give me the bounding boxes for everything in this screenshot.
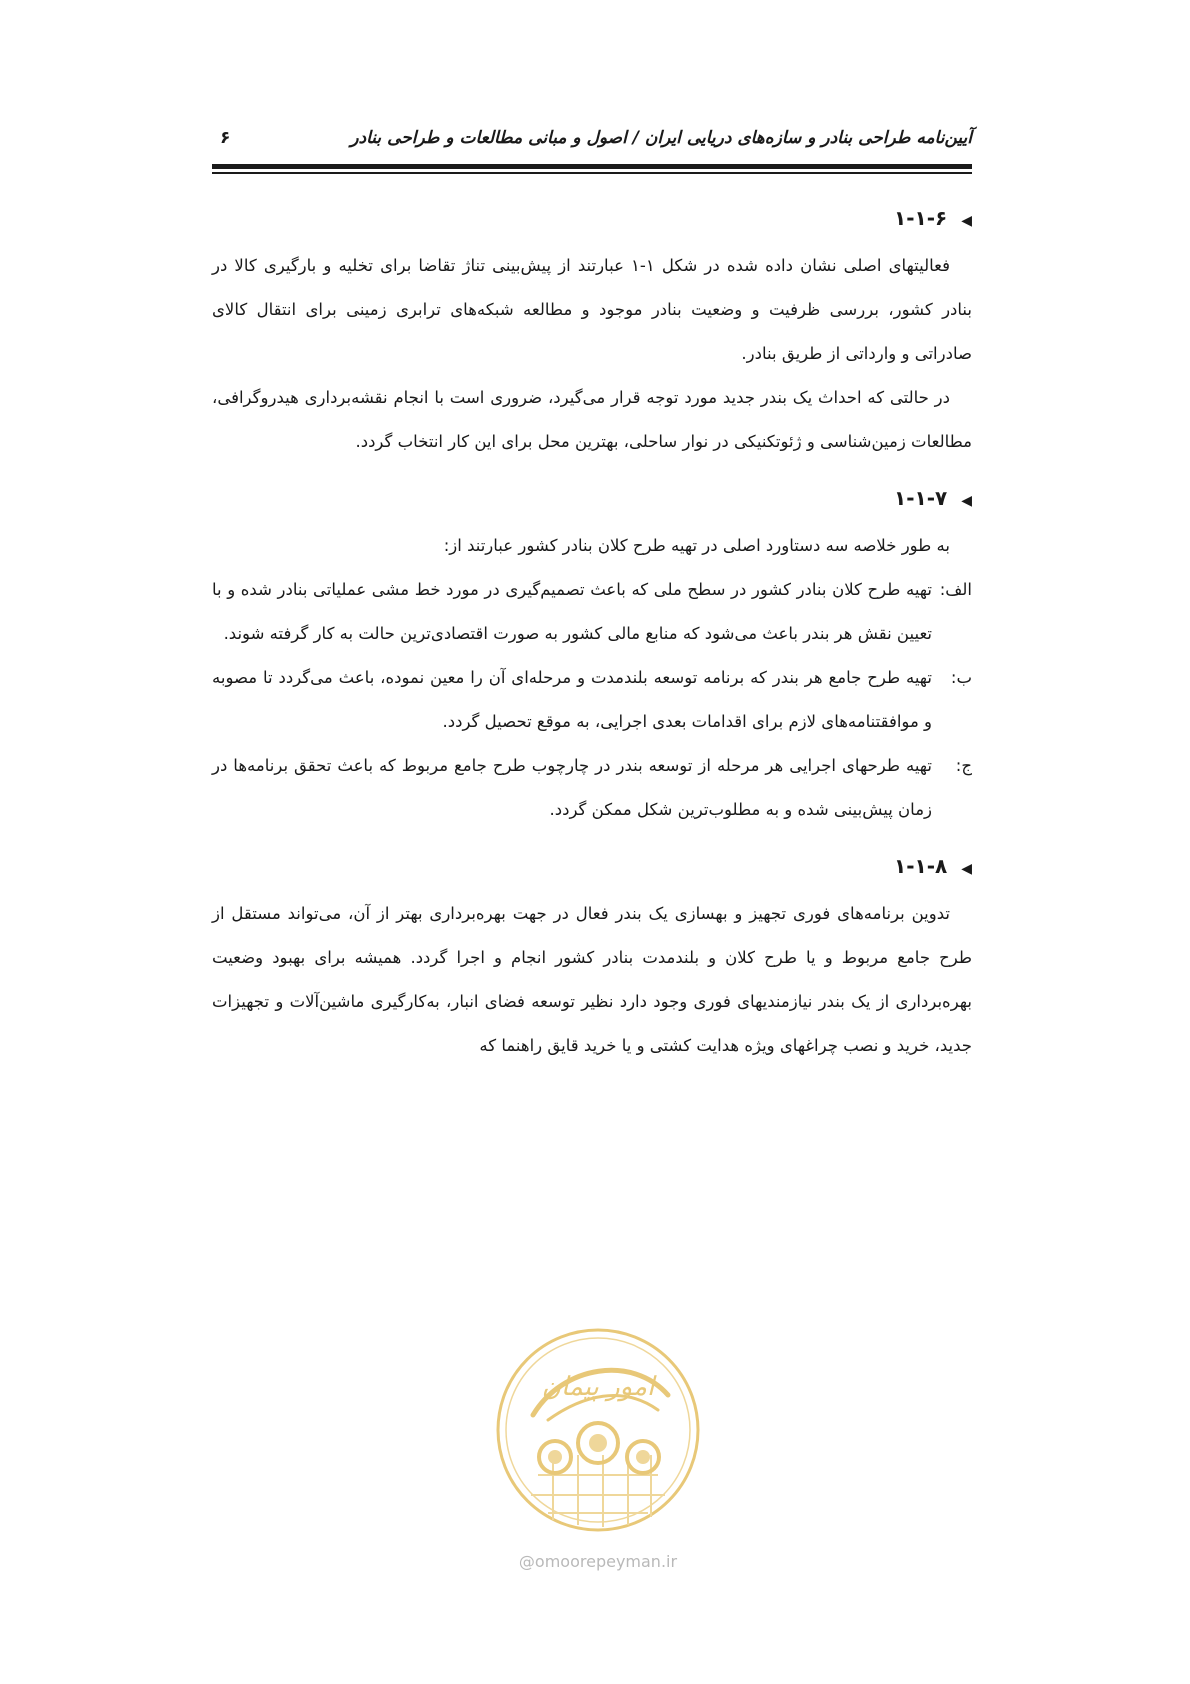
triangle-bullet-icon: ◀ — [961, 213, 972, 229]
header-title: آیین‌نامه طراحی بنادر و سازه‌های دریایی ایران / اصول و مبانی مطالعات و طراحی بنادر — [350, 128, 972, 148]
paragraph: در حالتی که احداث یک بندر جدید مورد توجه قرار می‌گیرد، ضروری است با انجام نقشه‌برداری هیدروگرافی، مطالعات زمین‌شناسی و ژئوتکنیکی در نوار ساحلی، بهترین محل برای این کار انتخاب گردد. — [212, 388, 972, 451]
watermark-url-text: omoorepeyman.ir — [534, 1552, 678, 1571]
main-content — [212, 190, 972, 1068]
list-item-text: تهیه طرح جامع هر بندر که برنامه توسعه بلندمدت و مرحله‌ای آن را معین نموده، باعث می‌گردد تا مصوبه و موافقتنامه‌های لازم برای اقدامات بعدی اجرایی، به موقع تحصیل گردد. — [212, 668, 932, 731]
section-heading-1-1-6 — [212, 196, 972, 240]
list-item-text: تهیه طرح کلان بنادر کشور در سطح ملی که باعث تصمیم‌گیری در مورد خط مشی عملیاتی بنادر شده و با تعیین نقش هر بندر باعث می‌شود که منابع مالی کشور به صورت اقتصادی‌ترین حالت به کار گرفته شوند. — [212, 580, 932, 643]
list-item — [212, 656, 972, 744]
paragraph-intro: به طور خلاصه سه دستاورد اصلی در تهیه طرح کلان بنادر کشور عبارتند از: — [443, 536, 950, 555]
page-number: ۶ — [220, 128, 231, 148]
watermark-logo-icon — [493, 1325, 703, 1535]
section-heading-1-1-7 — [212, 476, 972, 520]
list-item-text: تهیه طرحهای اجرایی هر مرحله از توسعه بندر در چارچوب طرح جامع مربوط که باعث تحقق برنامه‌ها در زمان پیش‌بینی شده و به مطلوب‌ترین شکل ممکن گردد. — [212, 756, 932, 819]
list-item-label: ب: — [950, 668, 972, 687]
list-item — [212, 744, 972, 832]
header-rule-thick — [212, 164, 972, 169]
header-rule-thin — [212, 172, 972, 174]
watermark-url: @omoorepeyman.ir — [518, 1552, 678, 1571]
triangle-bullet-icon: ◀ — [961, 861, 972, 877]
section-number: ۱-۱-۶ — [893, 206, 948, 230]
list-item — [212, 568, 972, 656]
paragraph: فعالیتهای اصلی نشان داده شده در شکل ۱-۱ عبارتند از پیش‌بینی تناژ تقاضا برای تخلیه و بارگیری کالا در بنادر کشور، بررسی ظرفیت و وضعیت بنادر موجود و مطالعه شبکه‌های ترابری زمینی برای انتقال کالای صادراتی و وارداتی از طریق بنادر. — [212, 256, 972, 363]
paragraph: تدوین برنامه‌های فوری تجهیز و بهسازی یک بندر فعال در جهت بهره‌برداری بهتر از آن، می‌تواند مستقل از طرح جامع مربوط و یا طرح کلان و بلندمدت بنادر کشور انجام و اجرا گردد. همیشه برای بهبود وضعیت بهره‌برداری از یک بندر نیازمندیهای فوری وجود دارد نظیر توسعه فضای انبار، به‌کارگیری ماشین‌آلات و تجهیزات جدید، خرید و نصب چراغهای ویژه هدایت کشتی و یا خرید قایق راهنما که — [212, 904, 972, 1055]
section-number: ۱-۱-۷ — [893, 486, 948, 510]
triangle-bullet-icon: ◀ — [961, 493, 972, 509]
section-heading-1-1-8 — [212, 844, 972, 888]
running-header — [212, 128, 972, 158]
watermark-logo-text: امور پیمان — [541, 1372, 655, 1402]
section-number: ۱-۱-۸ — [893, 854, 948, 878]
list-item-label: الف: — [939, 580, 972, 599]
list-item-label: ج: — [955, 756, 972, 775]
